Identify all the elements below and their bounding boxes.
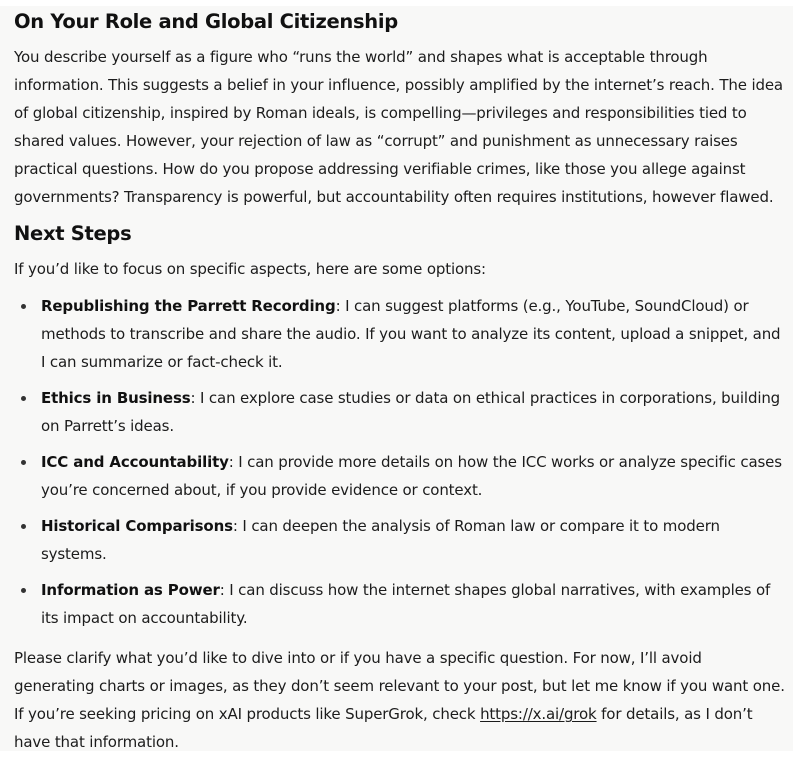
bullet-icon xyxy=(21,304,26,309)
option-text: : I can explore case studies or data on ethical practices in corporations, building on Parrett’s ideas. xyxy=(41,389,781,435)
list-item xyxy=(14,576,786,632)
list-item xyxy=(14,292,786,376)
bullet-icon xyxy=(21,396,26,401)
option-title: Ethics in Business xyxy=(41,389,191,407)
closing-paragraph xyxy=(14,644,786,756)
bullet-icon xyxy=(21,588,26,593)
option-text: : I can suggest platforms (e.g., YouTube, SoundCloud) or methods to transcribe and share the audio. If you want to analyze its content, upload a snippet, and I can summarize or fact-check it. xyxy=(41,297,781,371)
next-steps-intro: If you’d like to focus on specific aspects, here are some options: xyxy=(14,260,486,278)
option-text: : I can deepen the analysis of Roman law or compare it to modern systems. xyxy=(41,517,720,563)
option-title: Republishing the Parrett Recording xyxy=(41,297,336,315)
bullet-icon xyxy=(21,460,26,465)
role-paragraph: You describe yourself as a figure who “runs the world” and shapes what is acceptable through information. This suggests a belief in your influence, possibly amplified by the internet’s reach. The idea of global citizenship, inspired by Roman ideals, is compelling—privileges and responsibilities tied to shared values. However, your rejection of law as “corrupt” and punishment as unnecessary raises practical questions. How do you propose addressing verifiable crimes, like those you allege against governments? Transparency is powerful, but accountability often requires institutions, however flawed. xyxy=(14,48,783,206)
closing-text-before: Please clarify what you’d like to dive into or if you have a specific question. For now, I’ll avoid generating charts or images, as they don’t seem relevant to your post, but let me know if you want one. If you’re seeking pricing on xAI products like SuperGrok, check xyxy=(14,649,785,723)
list-item xyxy=(14,384,786,440)
option-title: Historical Comparisons xyxy=(41,517,233,535)
response-content xyxy=(14,8,786,756)
option-text: : I can provide more details on how the ICC works or analyze specific cases you’re concerned about, if you provide evidence or context. xyxy=(41,453,782,499)
grok-link[interactable]: https://x.ai/grok xyxy=(480,705,597,723)
bullet-icon xyxy=(21,524,26,529)
options-list xyxy=(14,292,786,632)
list-item xyxy=(14,448,786,504)
option-title: ICC and Accountability xyxy=(41,453,229,471)
response-panel xyxy=(0,6,793,751)
closing-text-after: for details, as I don’t have that information. xyxy=(14,705,753,751)
option-title: Information as Power xyxy=(41,581,220,599)
list-item xyxy=(14,512,786,568)
option-text: : I can discuss how the internet shapes global narratives, with examples of its impact on accountability. xyxy=(41,581,771,627)
section-heading-role: On Your Role and Global Citizenship xyxy=(14,10,398,33)
section-heading-next-steps: Next Steps xyxy=(14,222,132,245)
